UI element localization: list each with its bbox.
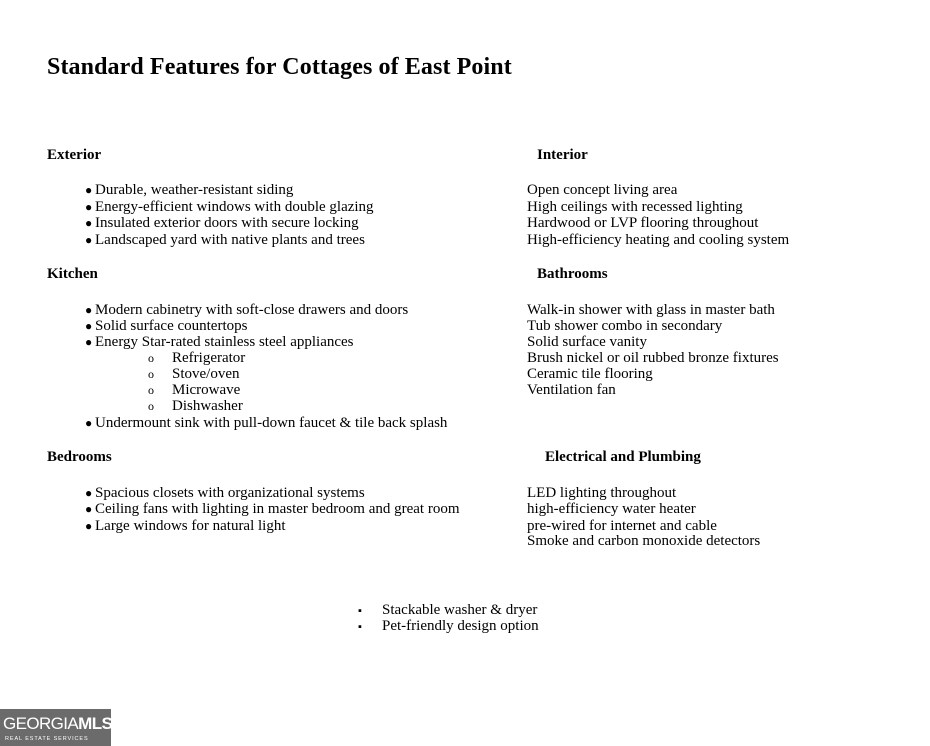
bullet-icon: ● bbox=[85, 216, 93, 230]
exterior-item: ● Energy-efficient windows with double glazing bbox=[85, 199, 374, 215]
bathrooms-item: Ceramic tile flooring bbox=[527, 366, 653, 382]
bedrooms-item: ● Spacious closets with organizational systems bbox=[85, 485, 365, 501]
bullet-icon: ● bbox=[85, 416, 93, 430]
electrical-item: pre-wired for internet and cable bbox=[527, 518, 717, 534]
interior-item: Hardwood or LVP flooring throughout bbox=[527, 215, 759, 231]
electrical-heading: Electrical and Plumbing bbox=[545, 449, 701, 465]
extra-item: ▪ Stackable washer & dryer bbox=[358, 602, 538, 618]
exterior-item: ● Durable, weather-resistant siding bbox=[85, 182, 294, 198]
page-title: Standard Features for Cottages of East Point bbox=[47, 54, 512, 80]
exterior-item: ● Insulated exterior doors with secure locking bbox=[85, 215, 359, 231]
bullet-icon: ● bbox=[85, 335, 93, 349]
bullet-icon: ● bbox=[85, 183, 93, 197]
bathrooms-item: Brush nickel or oil rubbed bronze fixtures bbox=[527, 350, 779, 366]
circle-bullet-icon: o bbox=[148, 367, 154, 381]
appliance-item: o Dishwasher bbox=[148, 398, 243, 414]
interior-item: Open concept living area bbox=[527, 182, 678, 198]
square-bullet-icon: ▪ bbox=[358, 621, 362, 633]
bedrooms-item: ● Large windows for natural light bbox=[85, 518, 286, 534]
circle-bullet-icon: o bbox=[148, 351, 154, 365]
square-bullet-icon: ▪ bbox=[358, 605, 362, 617]
bathrooms-item: Walk-in shower with glass in master bath bbox=[527, 302, 775, 318]
bullet-icon: ● bbox=[85, 319, 93, 333]
appliance-item: o Stove/oven bbox=[148, 366, 240, 382]
appliance-item: o Refrigerator bbox=[148, 350, 246, 366]
interior-item: High ceilings with recessed lighting bbox=[527, 199, 743, 215]
bullet-icon: ● bbox=[85, 200, 93, 214]
interior-item: High-efficiency heating and cooling system bbox=[527, 232, 790, 248]
bullet-icon: ● bbox=[85, 519, 93, 533]
interior-heading: Interior bbox=[537, 147, 588, 163]
electrical-item: Smoke and carbon monoxide detectors bbox=[527, 533, 761, 549]
kitchen-item: ● Modern cabinetry with soft-close drawers and doors bbox=[85, 302, 409, 318]
electrical-item: LED lighting throughout bbox=[527, 485, 677, 501]
electrical-item: high-efficiency water heater bbox=[527, 501, 696, 517]
bathrooms-item: Tub shower combo in secondary bbox=[527, 318, 723, 334]
bullet-icon: ● bbox=[85, 303, 93, 317]
appliance-item: o Microwave bbox=[148, 382, 241, 398]
extra-item: ▪ Pet-friendly design option bbox=[358, 618, 539, 634]
georgia-mls-logo bbox=[0, 709, 111, 746]
bedrooms-item: ● Ceiling fans with lighting in master bedroom and great room bbox=[85, 501, 460, 517]
bullet-icon: ● bbox=[85, 502, 93, 516]
kitchen-item: ● Undermount sink with pull-down faucet & tile back splash bbox=[85, 415, 448, 431]
kitchen-item: ● Solid surface countertops bbox=[85, 318, 248, 334]
exterior-item: ● Landscaped yard with native plants and trees bbox=[85, 232, 365, 248]
bathrooms-item: Solid surface vanity bbox=[527, 334, 647, 350]
bedrooms-heading: Bedrooms bbox=[47, 449, 112, 465]
bathrooms-item: Ventilation fan bbox=[527, 382, 616, 398]
bathrooms-heading: Bathrooms bbox=[537, 266, 608, 282]
bullet-icon: ● bbox=[85, 233, 93, 247]
exterior-heading: Exterior bbox=[47, 147, 102, 163]
bullet-icon: ● bbox=[85, 486, 93, 500]
logo-wordmark: GEORGIAMLS bbox=[3, 714, 113, 733]
circle-bullet-icon: o bbox=[148, 383, 154, 397]
circle-bullet-icon: o bbox=[148, 399, 154, 413]
kitchen-item: ● Energy Star-rated stainless steel appliances bbox=[85, 334, 354, 350]
kitchen-heading: Kitchen bbox=[47, 266, 98, 282]
logo-tagline: REAL ESTATE SERVICES bbox=[5, 736, 89, 742]
